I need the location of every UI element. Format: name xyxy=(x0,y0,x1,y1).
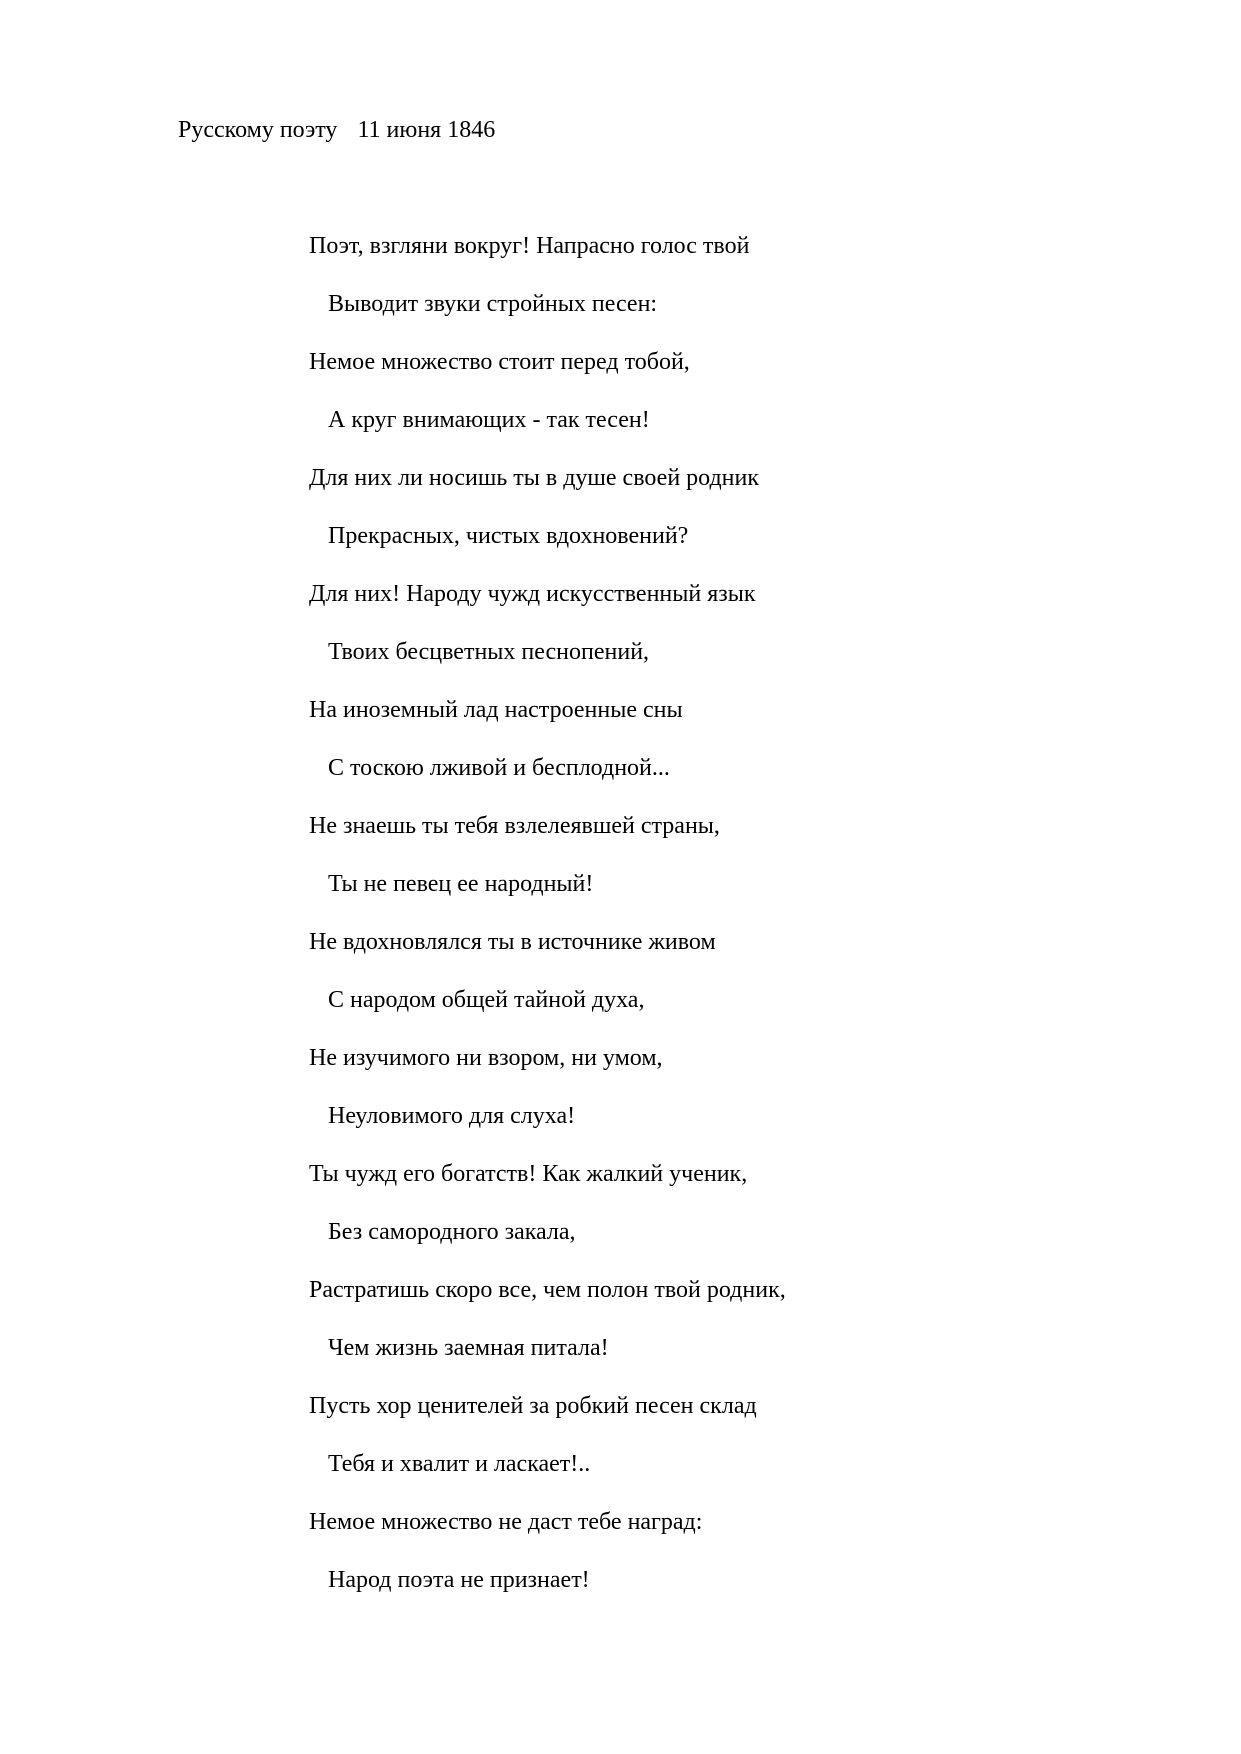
poem-line: Неуловимого для слуха! xyxy=(328,1103,576,1129)
poem-line: С тоскою лживой и бесплодной... xyxy=(328,755,670,781)
poem-title: Русскому поэту xyxy=(178,117,338,143)
poem-line: Немое множество не даст тебе наград: xyxy=(309,1509,703,1535)
poem-line: Не знаешь ты тебя взлелеявшей страны, xyxy=(309,813,720,839)
poem-line: Народ поэта не признает! xyxy=(328,1567,590,1593)
poem-line: Немое множество стоит перед тобой, xyxy=(309,349,690,375)
poem-line: Не вдохновлялся ты в источнике живом xyxy=(309,929,716,955)
poem-line: Выводит звуки стройных песен: xyxy=(328,291,658,317)
poem-line: А круг внимающих - так тесен! xyxy=(328,407,650,433)
poem-date: 11 июня 1846 xyxy=(357,117,496,143)
poem-line: Тебя и хвалит и ласкает!.. xyxy=(328,1451,591,1477)
poem-line: Прекрасных, чистых вдохновений? xyxy=(328,523,689,549)
poem-line: Твоих бесцветных песнопений, xyxy=(328,639,650,665)
poem-line: Без самородного закала, xyxy=(328,1219,576,1245)
poem-body xyxy=(309,232,786,1624)
poem-line: На иноземный лад настроенные сны xyxy=(309,697,683,723)
poem-line: Ты чужд его богатств! Как жалкий ученик, xyxy=(309,1161,748,1187)
poem-line: Поэт, взгляни вокруг! Напрасно голос твой xyxy=(309,233,750,259)
poem-line: Пусть хор ценителей за робкий песен склад xyxy=(309,1393,757,1419)
document-heading xyxy=(178,116,495,144)
poem-line: Не изучимого ни взором, ни умом, xyxy=(309,1045,663,1071)
poem-line: Растратишь скоро все, чем полон твой родник, xyxy=(309,1277,786,1303)
poem-line: Для них ли носишь ты в душе своей родник xyxy=(309,465,760,491)
poem-line: Чем жизнь заемная питала! xyxy=(328,1335,609,1361)
poem-line: Ты не певец ее народный! xyxy=(328,871,594,897)
poem-line: Для них! Народу чужд искусственный язык xyxy=(309,581,756,607)
poem-line: С народом общей тайной духа, xyxy=(328,987,645,1013)
